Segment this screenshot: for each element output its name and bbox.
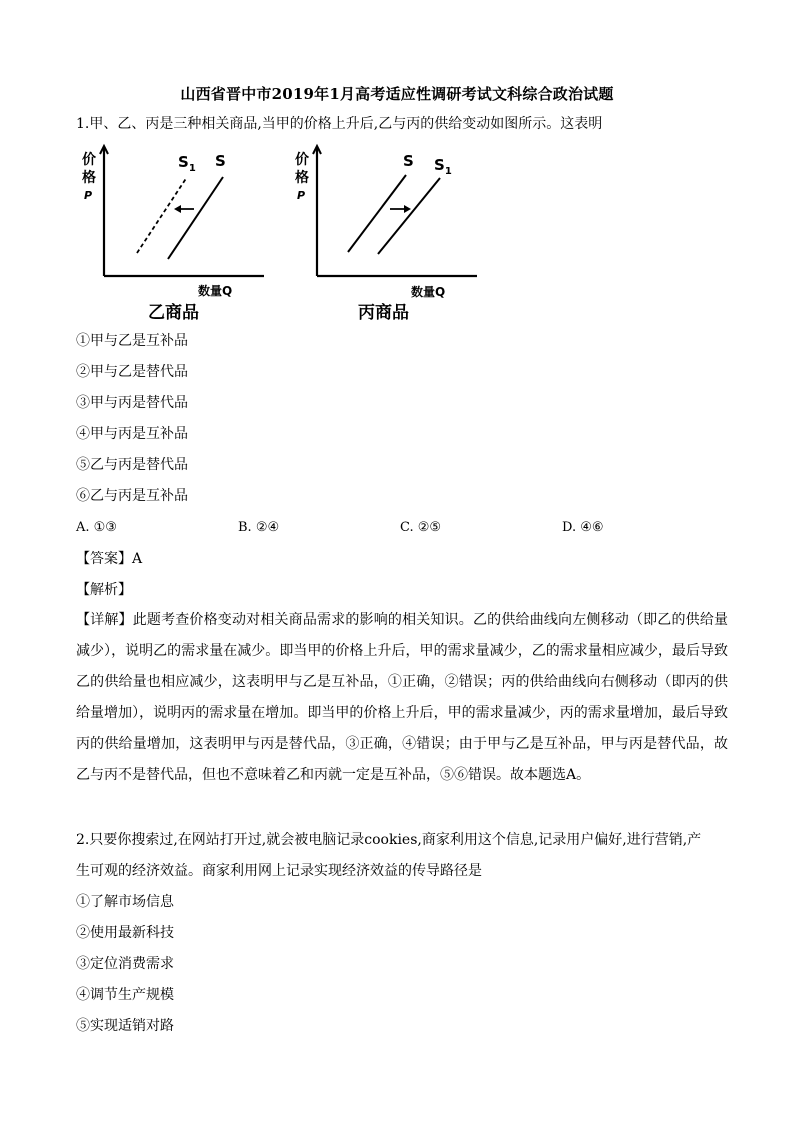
page-title: 山西省晋中市2019年1月高考适应性调研考试文科综合政治试题 — [180, 85, 614, 103]
answer: 【答案】A — [76, 551, 143, 567]
q2-item-5: ⑤实现适销对路 — [76, 1018, 174, 1034]
curve-label-s1: $S_1$ — [178, 153, 196, 174]
x-axis-label: 数量Q — [198, 284, 233, 298]
analysis-label: 【解析】 — [76, 582, 132, 598]
question-2-stem-line2: 生可观的经济效益。商家利用网上记录实现经济效益的传导路径是 — [76, 863, 482, 879]
y-axis-label-char2: 格 — [295, 170, 309, 186]
question-1-stem: 1.甲、乙、丙是三种相关商品,当甲的价格上升后,乙与丙的供给变动如图所示。这表明 — [76, 116, 603, 132]
y-axis-label-char1: 价 — [295, 152, 309, 168]
supply-curve-s1 — [378, 178, 440, 254]
q2-item-1: ①了解市场信息 — [76, 894, 174, 910]
choice-d: D. ④⑥ — [562, 520, 604, 535]
right-shift-arrow-head — [404, 205, 411, 213]
q1-item-3: ③甲与丙是替代品 — [76, 395, 188, 411]
q2-item-2: ②使用最新科技 — [76, 925, 174, 941]
figure-caption: 丙商品 — [358, 303, 409, 323]
curve-label-s1: $S_1$ — [434, 156, 452, 177]
y-axis-label-char1: 价 — [82, 152, 96, 168]
curve-label-s: S — [215, 152, 226, 170]
figure-product-bing — [289, 140, 489, 325]
figure-product-yi — [76, 140, 276, 325]
q1-item-6: ⑥乙与丙是互补品 — [76, 488, 188, 504]
analysis-prefix: 【详解】 — [76, 612, 133, 628]
supply-curve-s — [348, 175, 406, 252]
question-2-stem-line1: 2.只要你搜索过,在网站打开过,就会被电脑记录cookies,商家利用这个信息,记录用户偏好,进行营销,产 — [76, 832, 702, 848]
left-shift-arrow-head — [174, 205, 181, 213]
y-axis-label-char2: 格 — [82, 170, 96, 186]
curve-label-s: S — [403, 152, 414, 170]
analysis-body: 此题考查价格变动对相关商品需求的影响的相关知识。乙的供给曲线向左侧移动（即乙的供给量减少），说明乙的需求量在减少。即当甲的价格上升后，甲的需求量减少，乙的需求量相应减少，最后导致乙的供给量也相应减少，这表明甲与乙是互补品，①正确，②错误；丙的供给曲线向右侧移动（即丙的供给量增加），说明丙的需求量在增加。即当甲的价格上升后，甲的需求量减少，丙的需求量增加，最后导致丙的供给量增加，这表明甲与丙是替代品，③正确，④错误；由于甲与乙是互补品，甲与丙是替代品，故乙与丙不是替代品，但也不意味着乙和丙就一定是互补品，⑤⑥错误。故本题选A。 — [76, 612, 729, 783]
figure-caption: 乙商品 — [148, 303, 199, 323]
q2-item-3: ③定位消费需求 — [76, 956, 174, 972]
choice-a: A. ①③ — [76, 520, 117, 535]
choice-c: C. ②⑤ — [400, 520, 442, 535]
q1-item-1: ①甲与乙是互补品 — [76, 333, 188, 349]
x-axis-label: 数量Q — [411, 285, 446, 299]
y-axis-label-char3: P — [84, 189, 93, 202]
y-axis-label-char3: P — [297, 189, 306, 202]
q1-item-5: ⑤乙与丙是替代品 — [76, 457, 188, 473]
q1-item-2: ②甲与乙是替代品 — [76, 364, 188, 380]
choice-b: B. ②④ — [238, 520, 280, 535]
analysis-paragraph — [76, 605, 728, 791]
q1-item-4: ④甲与丙是互补品 — [76, 426, 188, 442]
supply-curve-s — [168, 177, 223, 259]
q2-item-4: ④调节生产规模 — [76, 987, 174, 1003]
